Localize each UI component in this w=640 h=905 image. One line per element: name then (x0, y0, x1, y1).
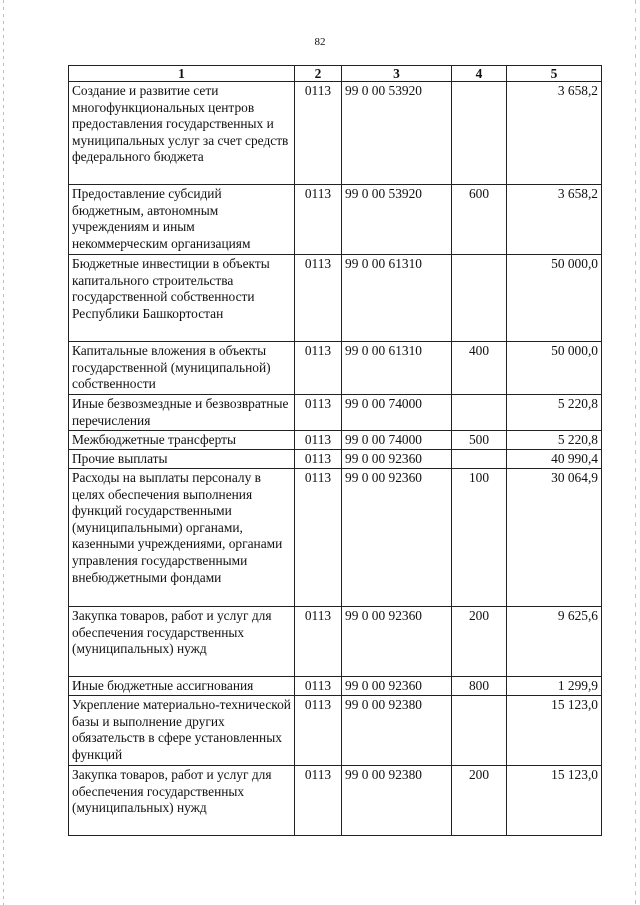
row-type (452, 395, 507, 431)
row-code: 99 0 00 74000 (342, 395, 452, 431)
row-amount: 3 658,2 (507, 82, 602, 185)
row-section: 0113 (295, 342, 342, 395)
row-section: 0113 (295, 450, 342, 469)
row-section: 0113 (295, 469, 342, 607)
row-code: 99 0 00 92380 (342, 696, 452, 766)
row-type: 800 (452, 677, 507, 696)
table-row (69, 766, 602, 836)
row-type: 200 (452, 607, 507, 677)
row-code: 99 0 00 92360 (342, 450, 452, 469)
row-name: Создание и развитие сети многофункциональных центров предоставления государственных и муниципальных услуг за счет средств федерального бюджета (69, 82, 295, 185)
row-name: Закупка товаров, работ и услуг для обеспечения государственных (муниципальных) нужд (69, 607, 295, 677)
row-code: 99 0 00 61310 (342, 342, 452, 395)
table-row (69, 255, 602, 342)
row-amount: 15 123,0 (507, 766, 602, 836)
row-type: 400 (452, 342, 507, 395)
row-amount: 50 000,0 (507, 255, 602, 342)
row-name: Иные бюджетные ассигнования (69, 677, 295, 696)
row-amount: 1 299,9 (507, 677, 602, 696)
row-amount: 40 990,4 (507, 450, 602, 469)
header-col-3: 3 (342, 66, 452, 82)
row-code: 99 0 00 92380 (342, 766, 452, 836)
row-code: 99 0 00 61310 (342, 255, 452, 342)
row-section: 0113 (295, 696, 342, 766)
row-type (452, 82, 507, 185)
row-name: Укрепление материально-технической базы и выполнение других обязательств в сфере установленных функций (69, 696, 295, 766)
row-name: Бюджетные инвестиции в объекты капитального строительства государственной собственности Республики Башкортостан (69, 255, 295, 342)
row-section: 0113 (295, 677, 342, 696)
table-row (69, 431, 602, 450)
row-section: 0113 (295, 766, 342, 836)
row-section: 0113 (295, 255, 342, 342)
row-section: 0113 (295, 82, 342, 185)
row-section: 0113 (295, 431, 342, 450)
table-row (69, 469, 602, 607)
row-amount: 50 000,0 (507, 342, 602, 395)
row-amount: 9 625,6 (507, 607, 602, 677)
scan-edge-right (635, 0, 636, 905)
row-name: Предоставление субсидий бюджетным, автономным учреждениям и иным некоммерческим организациям (69, 185, 295, 255)
header-col-5: 5 (507, 66, 602, 82)
row-amount: 3 658,2 (507, 185, 602, 255)
row-code: 99 0 00 53920 (342, 185, 452, 255)
row-name: Капитальные вложения в объекты государственной (муниципальной) собственности (69, 342, 295, 395)
row-name: Расходы на выплаты персоналу в целях обеспечения выполнения функций государственными (муниципальными) органами, казенными учреждениями, органами управления государственными внебюджетными фондами (69, 469, 295, 607)
row-name: Закупка товаров, работ и услуг для обеспечения государственных (муниципальных) нужд (69, 766, 295, 836)
table-row (69, 342, 602, 395)
table-row (69, 82, 602, 185)
row-section: 0113 (295, 607, 342, 677)
row-amount: 5 220,8 (507, 395, 602, 431)
table-row (69, 696, 602, 766)
row-name: Межбюджетные трансферты (69, 431, 295, 450)
row-type (452, 696, 507, 766)
row-name: Иные безвозмездные и безвозвратные перечисления (69, 395, 295, 431)
table-row (69, 450, 602, 469)
scan-edge-left (3, 0, 4, 905)
row-code: 99 0 00 74000 (342, 431, 452, 450)
table-row (69, 395, 602, 431)
row-type: 100 (452, 469, 507, 607)
row-code: 99 0 00 92360 (342, 469, 452, 607)
row-amount: 15 123,0 (507, 696, 602, 766)
table-row (69, 677, 602, 696)
row-type: 200 (452, 766, 507, 836)
row-code: 99 0 00 92360 (342, 677, 452, 696)
row-amount: 5 220,8 (507, 431, 602, 450)
header-col-1: 1 (69, 66, 295, 82)
table-row (69, 185, 602, 255)
row-section: 0113 (295, 185, 342, 255)
row-type: 600 (452, 185, 507, 255)
budget-table (68, 65, 602, 836)
row-code: 99 0 00 53920 (342, 82, 452, 185)
header-row (69, 66, 602, 82)
row-type (452, 450, 507, 469)
row-type: 500 (452, 431, 507, 450)
header-col-4: 4 (452, 66, 507, 82)
row-code: 99 0 00 92360 (342, 607, 452, 677)
row-amount: 30 064,9 (507, 469, 602, 607)
header-col-2: 2 (295, 66, 342, 82)
page-number: 82 (314, 36, 326, 48)
row-type (452, 255, 507, 342)
row-name: Прочие выплаты (69, 450, 295, 469)
table-row (69, 607, 602, 677)
row-section: 0113 (295, 395, 342, 431)
